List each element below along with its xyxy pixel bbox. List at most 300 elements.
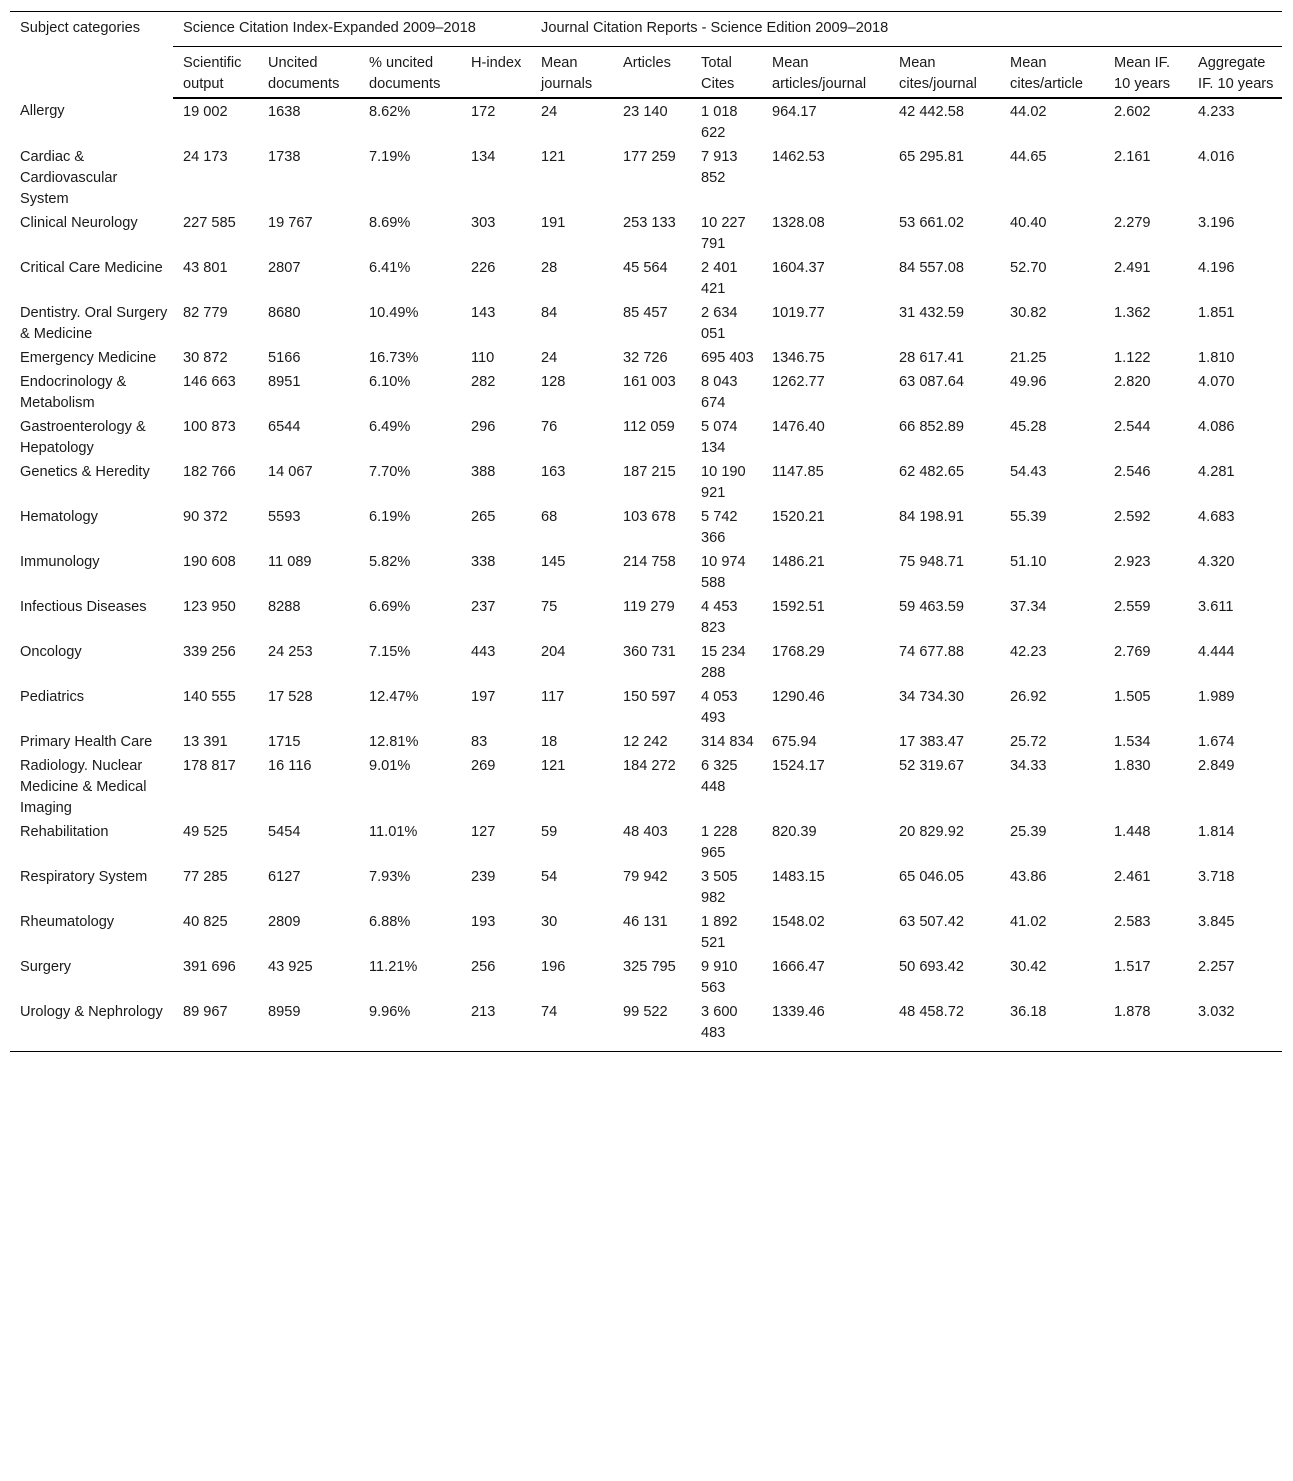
column-header: Total Cites (691, 47, 762, 99)
cell-h-index: 134 (471, 149, 496, 165)
cell-mean-if-10y: 2.602 (1114, 104, 1151, 120)
cell-scientific-output: 182 766 (183, 464, 236, 480)
cell-total-cites: 10 974 588 (701, 554, 746, 591)
cell-subject-category: Immunology (20, 554, 100, 570)
cell-uncited-documents: 5454 (268, 824, 301, 840)
cell-pct-uncited: 6.88% (369, 914, 411, 930)
cell-h-index: 172 (471, 104, 496, 120)
cell-aggregate-if-10y: 1.674 (1198, 734, 1235, 750)
cell-mean-cites-per-journal: 74 677.88 (899, 644, 964, 660)
cell-mean-cites-per-article: 41.02 (1010, 914, 1047, 930)
cell-articles: 325 795 (623, 959, 676, 975)
cell-pct-uncited: 12.47% (369, 689, 419, 705)
cell-articles: 79 942 (623, 869, 668, 885)
cell-scientific-output: 19 002 (183, 104, 228, 120)
cell-mean-cites-per-journal: 84 557.08 (899, 260, 964, 276)
cell-total-cites: 1 228 965 (701, 824, 738, 861)
cell-uncited-documents: 16 116 (268, 758, 312, 774)
cell-mean-articles-per-journal: 1768.29 (772, 644, 825, 660)
table-row (10, 640, 1282, 685)
cell-articles: 32 726 (623, 350, 668, 366)
cell-mean-cites-per-journal: 17 383.47 (899, 734, 964, 750)
cell-total-cites: 10 190 921 (701, 464, 746, 501)
cell-total-cites: 3 600 483 (691, 1000, 762, 1052)
cell-articles: 103 678 (623, 509, 676, 525)
cell-aggregate-if-10y: 4.016 (1198, 149, 1235, 165)
cell-mean-cites-per-journal: 31 432.59 (899, 305, 964, 321)
cell-mean-cites-per-journal: 75 948.71 (899, 554, 964, 570)
cell-scientific-output: 339 256 (183, 644, 236, 660)
column-header: Scientific output (173, 47, 258, 99)
cell-total-cites: 15 234 288 (701, 644, 746, 681)
cell-aggregate-if-10y: 3.196 (1198, 215, 1235, 231)
cell-mean-if-10y: 2.161 (1114, 149, 1151, 165)
cell-uncited-documents: 1738 (268, 149, 301, 165)
cell-mean-cites-per-journal: 62 482.65 (899, 464, 964, 480)
cell-mean-if-10y: 1.505 (1114, 689, 1151, 705)
table-row (10, 505, 1282, 550)
cell-subject-category: Dentistry. Oral Surgery & Medicine (20, 305, 168, 342)
cell-uncited-documents: 5593 (268, 509, 301, 525)
cell-aggregate-if-10y: 4.444 (1198, 644, 1235, 660)
cell-h-index: 226 (471, 260, 496, 276)
cell-subject-category: Allergy (20, 103, 65, 119)
cell-mean-journals: 24 (541, 350, 558, 366)
table-row (10, 98, 1282, 145)
cell-aggregate-if-10y: 2.849 (1198, 758, 1235, 774)
cell-mean-articles-per-journal: 1328.08 (772, 215, 825, 231)
cell-mean-journals: 59 (541, 824, 558, 840)
cell-h-index: 110 (471, 350, 495, 366)
cell-mean-if-10y: 2.583 (1114, 914, 1151, 930)
cell-mean-if-10y: 1.448 (1114, 824, 1151, 840)
cell-pct-uncited: 6.10% (369, 374, 411, 390)
table-row (10, 910, 1282, 955)
cell-total-cites: 6 325 448 (701, 758, 738, 795)
header-row-groups (10, 12, 1282, 47)
cell-subject-category: Endocrinology & Metabolism (20, 374, 127, 411)
cell-total-cites: 2 634 051 (701, 305, 738, 342)
cell-uncited-documents: 1638 (268, 104, 301, 120)
cell-subject-category: Critical Care Medicine (20, 260, 163, 276)
cell-mean-if-10y: 2.461 (1114, 869, 1151, 885)
table-row (10, 685, 1282, 730)
cell-mean-journals: 18 (541, 734, 558, 750)
cell-mean-articles-per-journal: 820.39 (772, 824, 817, 840)
table-container (10, 11, 1282, 1052)
cell-h-index: 296 (471, 419, 496, 435)
cell-total-cites: 5 074 134 (701, 419, 738, 456)
cell-mean-cites-per-article: 44.65 (1010, 149, 1047, 165)
cell-pct-uncited: 11.01% (369, 824, 418, 840)
cell-mean-if-10y: 2.592 (1114, 509, 1151, 525)
cell-mean-journals: 191 (541, 215, 566, 231)
cell-total-cites: 314 834 (701, 734, 754, 750)
cell-articles: 177 259 (623, 149, 676, 165)
table-row (10, 145, 1282, 211)
cell-uncited-documents: 2807 (268, 260, 301, 276)
cell-mean-if-10y: 1.362 (1114, 305, 1151, 321)
cell-aggregate-if-10y: 4.281 (1198, 464, 1235, 480)
cell-scientific-output: 146 663 (183, 374, 236, 390)
cell-pct-uncited: 11.21% (369, 959, 418, 975)
cell-scientific-output: 24 173 (183, 149, 228, 165)
cell-uncited-documents: 8680 (268, 305, 301, 321)
cell-pct-uncited: 6.19% (369, 509, 411, 525)
cell-total-cites: 7 913 852 (701, 149, 738, 186)
table-row (10, 346, 1282, 370)
cell-mean-cites-per-journal: 34 734.30 (899, 689, 964, 705)
cell-mean-if-10y: 1.830 (1114, 758, 1151, 774)
cell-mean-articles-per-journal: 1346.75 (772, 350, 825, 366)
cell-subject-category: Pediatrics (20, 689, 85, 705)
column-header: Mean journals (531, 47, 613, 99)
cell-uncited-documents: 17 528 (268, 689, 313, 705)
cell-mean-articles-per-journal: 675.94 (772, 734, 817, 750)
cell-mean-journals: 84 (541, 305, 558, 321)
cell-mean-cites-per-journal: 65 046.05 (899, 869, 964, 885)
table-row (10, 865, 1282, 910)
table-row (10, 955, 1282, 1000)
cell-uncited-documents: 8288 (268, 599, 301, 615)
cell-aggregate-if-10y: 1.810 (1198, 350, 1235, 366)
cell-articles: 214 758 (623, 554, 676, 570)
cell-mean-cites-per-article: 40.40 (1010, 215, 1047, 231)
cell-articles: 99 522 (613, 1000, 691, 1052)
cell-mean-journals: 28 (541, 260, 558, 276)
cell-mean-journals: 145 (541, 554, 566, 570)
cell-mean-articles-per-journal: 1524.17 (772, 758, 825, 774)
cell-uncited-documents: 8951 (268, 374, 301, 390)
cell-scientific-output: 82 779 (183, 305, 228, 321)
cell-mean-if-10y: 1.122 (1114, 350, 1151, 366)
column-header: H-index (461, 47, 531, 99)
cell-h-index: 127 (471, 824, 496, 840)
cell-articles: 85 457 (623, 305, 668, 321)
cell-pct-uncited: 5.82% (369, 554, 411, 570)
cell-mean-articles-per-journal: 1604.37 (772, 260, 825, 276)
cell-mean-articles-per-journal: 1476.40 (772, 419, 825, 435)
cell-scientific-output: 49 525 (183, 824, 228, 840)
cell-h-index: 338 (471, 554, 496, 570)
cell-scientific-output: 40 825 (183, 914, 228, 930)
cell-aggregate-if-10y: 2.257 (1198, 959, 1235, 975)
cell-mean-cites-per-journal: 63 507.42 (899, 914, 964, 930)
cell-articles: 112 059 (623, 419, 675, 435)
cell-articles: 187 215 (623, 464, 676, 480)
cell-scientific-output: 90 372 (183, 509, 228, 525)
cell-mean-if-10y: 2.820 (1114, 374, 1151, 390)
cell-h-index: 303 (471, 215, 496, 231)
cell-articles: 45 564 (623, 260, 668, 276)
cell-h-index: 193 (471, 914, 496, 930)
cell-scientific-output: 13 391 (183, 734, 228, 750)
header-row-columns (10, 47, 1282, 99)
cell-mean-cites-per-article: 55.39 (1010, 509, 1047, 525)
table-row (10, 1000, 1282, 1052)
cell-mean-cites-per-journal: 42 442.58 (899, 104, 964, 120)
cell-subject-category: Hematology (20, 509, 98, 525)
cell-scientific-output: 123 950 (183, 599, 236, 615)
cell-pct-uncited: 9.96% (359, 1000, 461, 1052)
cell-articles: 184 272 (623, 758, 676, 774)
cell-mean-journals: 117 (541, 689, 565, 705)
cell-mean-cites-per-article: 44.02 (1010, 104, 1047, 120)
cell-h-index: 269 (471, 758, 496, 774)
table-body (10, 98, 1282, 1052)
cell-mean-articles-per-journal: 1462.53 (772, 149, 825, 165)
cell-mean-cites-per-article: 42.23 (1010, 644, 1047, 660)
cell-mean-articles-per-journal: 1019.77 (772, 305, 825, 321)
cell-mean-cites-per-journal: 20 829.92 (899, 824, 964, 840)
cell-mean-cites-per-article: 25.39 (1010, 824, 1047, 840)
cell-pct-uncited: 9.01% (369, 758, 411, 774)
cell-mean-journals: 76 (541, 419, 558, 435)
cell-h-index: 282 (471, 374, 496, 390)
cell-uncited-documents: 11 089 (268, 554, 312, 570)
cell-h-index: 237 (471, 599, 496, 615)
cell-total-cites: 4 453 823 (701, 599, 738, 636)
cell-aggregate-if-10y: 1.814 (1198, 824, 1235, 840)
table-row (10, 211, 1282, 256)
table-row (10, 301, 1282, 346)
cell-mean-if-10y: 2.923 (1114, 554, 1151, 570)
cell-aggregate-if-10y: 1.851 (1198, 305, 1235, 321)
cell-articles: 23 140 (623, 104, 668, 120)
cell-mean-journals: 30 (541, 914, 558, 930)
cell-mean-journals: 75 (541, 599, 558, 615)
cell-aggregate-if-10y: 1.989 (1198, 689, 1235, 705)
cell-h-index: 143 (471, 305, 496, 321)
column-header: Mean articles/journal (762, 47, 889, 99)
cell-mean-articles-per-journal: 1483.15 (772, 869, 825, 885)
cell-mean-articles-per-journal: 1339.46 (762, 1000, 889, 1052)
cell-mean-cites-per-article: 54.43 (1010, 464, 1047, 480)
cell-h-index: 213 (461, 1000, 531, 1052)
cell-mean-cites-per-journal: 50 693.42 (899, 959, 964, 975)
cell-mean-journals: 54 (541, 869, 558, 885)
cell-subject-category: Infectious Diseases (20, 599, 147, 615)
cell-total-cites: 3 505 982 (701, 869, 738, 906)
column-header: % uncited documents (359, 47, 461, 99)
cell-mean-articles-per-journal: 1666.47 (772, 959, 825, 975)
cell-mean-cites-per-journal: 52 319.67 (899, 758, 964, 774)
cell-total-cites: 9 910 563 (701, 959, 738, 996)
citation-table (10, 11, 1282, 1052)
cell-pct-uncited: 12.81% (369, 734, 419, 750)
header-group-jcr: Journal Citation Reports - Science Edition 2009–2018 (531, 12, 1282, 47)
cell-scientific-output: 190 608 (183, 554, 236, 570)
column-header: Articles (613, 47, 691, 99)
cell-subject-category: Rehabilitation (20, 824, 109, 840)
cell-mean-cites-per-journal: 65 295.81 (899, 149, 964, 165)
cell-total-cites: 695 403 (701, 350, 754, 366)
cell-aggregate-if-10y: 4.683 (1198, 509, 1235, 525)
cell-scientific-output: 43 801 (183, 260, 228, 276)
cell-mean-cites-per-journal: 28 617.41 (899, 350, 964, 366)
cell-mean-articles-per-journal: 1290.46 (772, 689, 825, 705)
cell-uncited-documents: 8959 (258, 1000, 359, 1052)
column-header: Aggregate IF. 10 years (1188, 47, 1282, 99)
cell-aggregate-if-10y: 3.845 (1198, 914, 1235, 930)
cell-mean-cites-per-article: 21.25 (1010, 350, 1047, 366)
cell-mean-cites-per-article: 36.18 (1000, 1000, 1104, 1052)
cell-mean-articles-per-journal: 1262.77 (772, 374, 825, 390)
cell-mean-cites-per-article: 45.28 (1010, 419, 1047, 435)
table-row (10, 595, 1282, 640)
cell-articles: 46 131 (623, 914, 668, 930)
cell-uncited-documents: 19 767 (268, 215, 313, 231)
cell-pct-uncited: 10.49% (369, 305, 419, 321)
cell-mean-articles-per-journal: 1592.51 (772, 599, 825, 615)
column-header: Mean IF. 10 years (1104, 47, 1188, 99)
cell-scientific-output: 140 555 (183, 689, 236, 705)
cell-aggregate-if-10y: 3.718 (1198, 869, 1235, 885)
table-head (10, 12, 1282, 99)
cell-subject-category: Primary Health Care (20, 734, 153, 750)
cell-uncited-documents: 2809 (268, 914, 301, 930)
cell-mean-cites-per-article: 34.33 (1010, 758, 1047, 774)
cell-total-cites: 1 018 622 (701, 104, 738, 141)
cell-mean-cites-per-article: 26.92 (1010, 689, 1047, 705)
cell-pct-uncited: 7.15% (369, 644, 411, 660)
cell-mean-journals: 121 (541, 149, 566, 165)
cell-mean-articles-per-journal: 1548.02 (772, 914, 825, 930)
cell-mean-journals: 128 (541, 374, 566, 390)
cell-articles: 360 731 (623, 644, 676, 660)
table-row (10, 460, 1282, 505)
cell-mean-journals: 74 (531, 1000, 613, 1052)
cell-mean-if-10y: 2.544 (1114, 419, 1151, 435)
cell-mean-cites-per-journal: 53 661.02 (899, 215, 964, 231)
table-row (10, 415, 1282, 460)
cell-aggregate-if-10y: 4.320 (1198, 554, 1235, 570)
cell-mean-journals: 68 (541, 509, 558, 525)
column-header: Uncited documents (258, 47, 359, 99)
cell-uncited-documents: 43 925 (268, 959, 313, 975)
cell-uncited-documents: 24 253 (268, 644, 313, 660)
cell-mean-cites-per-journal: 84 198.91 (899, 509, 964, 525)
cell-scientific-output: 100 873 (183, 419, 236, 435)
cell-uncited-documents: 5166 (268, 350, 301, 366)
cell-scientific-output: 30 872 (183, 350, 228, 366)
cell-subject-category: Surgery (20, 959, 72, 975)
cell-h-index: 239 (471, 869, 496, 885)
cell-mean-if-10y: 1.517 (1114, 959, 1151, 975)
cell-subject-category: Genetics & Heredity (20, 464, 150, 480)
cell-subject-category: Oncology (20, 644, 82, 660)
cell-aggregate-if-10y: 4.196 (1198, 260, 1235, 276)
cell-pct-uncited: 7.93% (369, 869, 411, 885)
cell-total-cites: 8 043 674 (701, 374, 738, 411)
column-header: Mean cites/journal (889, 47, 1000, 99)
cell-subject-category: Cardiac & Cardiovascular System (20, 149, 118, 207)
cell-mean-journals: 24 (541, 104, 558, 120)
table-row (10, 754, 1282, 820)
cell-mean-journals: 121 (541, 758, 566, 774)
cell-mean-cites-per-article: 43.86 (1010, 869, 1047, 885)
cell-mean-if-10y: 1.878 (1104, 1000, 1188, 1052)
cell-scientific-output: 391 696 (183, 959, 236, 975)
cell-subject-category: Emergency Medicine (20, 350, 157, 366)
cell-subject-category: Radiology. Nuclear Medicine & Medical Imaging (20, 758, 147, 816)
cell-pct-uncited: 7.19% (369, 149, 411, 165)
cell-pct-uncited: 6.49% (369, 419, 411, 435)
cell-subject-category: Urology & Nephrology (10, 1000, 173, 1052)
cell-mean-journals: 204 (541, 644, 566, 660)
cell-mean-cites-per-article: 30.42 (1010, 959, 1047, 975)
cell-articles: 150 597 (623, 689, 676, 705)
cell-articles: 12 242 (623, 734, 668, 750)
cell-total-cites: 2 401 421 (701, 260, 738, 297)
cell-mean-articles-per-journal: 1520.21 (772, 509, 825, 525)
cell-mean-if-10y: 2.769 (1114, 644, 1151, 660)
cell-total-cites: 5 742 366 (701, 509, 738, 546)
cell-total-cites: 4 053 493 (701, 689, 738, 726)
cell-h-index: 265 (471, 509, 496, 525)
cell-scientific-output: 178 817 (183, 758, 236, 774)
cell-scientific-output: 77 285 (183, 869, 228, 885)
cell-mean-cites-per-article: 30.82 (1010, 305, 1047, 321)
cell-mean-cites-per-journal: 63 087.64 (899, 374, 964, 390)
cell-subject-category: Clinical Neurology (20, 215, 138, 231)
cell-pct-uncited: 8.69% (369, 215, 411, 231)
cell-mean-journals: 163 (541, 464, 566, 480)
cell-mean-cites-per-article: 51.10 (1010, 554, 1047, 570)
cell-uncited-documents: 14 067 (268, 464, 313, 480)
table-row (10, 820, 1282, 865)
cell-mean-if-10y: 2.546 (1114, 464, 1151, 480)
cell-uncited-documents: 6544 (268, 419, 301, 435)
cell-h-index: 197 (471, 689, 496, 705)
cell-mean-journals: 196 (541, 959, 566, 975)
cell-aggregate-if-10y: 4.086 (1198, 419, 1235, 435)
header-group-sci: Science Citation Index-Expanded 2009–2018 (173, 12, 531, 47)
cell-articles: 161 003 (623, 374, 676, 390)
cell-mean-cites-per-journal: 59 463.59 (899, 599, 964, 615)
table-row (10, 256, 1282, 301)
cell-subject-category: Gastroenterology & Hepatology (20, 419, 146, 456)
cell-mean-articles-per-journal: 1147.85 (772, 464, 824, 480)
cell-mean-if-10y: 1.534 (1114, 734, 1151, 750)
table-row (10, 370, 1282, 415)
cell-pct-uncited: 16.73% (369, 350, 419, 366)
cell-mean-cites-per-journal: 48 458.72 (889, 1000, 1000, 1052)
cell-pct-uncited: 6.41% (369, 260, 411, 276)
cell-aggregate-if-10y: 3.032 (1188, 1000, 1282, 1052)
cell-h-index: 388 (471, 464, 496, 480)
cell-aggregate-if-10y: 4.070 (1198, 374, 1235, 390)
cell-mean-cites-per-article: 25.72 (1010, 734, 1047, 750)
cell-pct-uncited: 8.62% (369, 104, 411, 120)
cell-h-index: 83 (471, 734, 488, 750)
cell-scientific-output: 227 585 (183, 215, 236, 231)
cell-total-cites: 1 892 521 (701, 914, 738, 951)
cell-articles: 119 279 (623, 599, 675, 615)
cell-scientific-output: 89 967 (173, 1000, 258, 1052)
table-row (10, 730, 1282, 754)
column-header: Mean cites/article (1000, 47, 1104, 99)
cell-mean-if-10y: 2.559 (1114, 599, 1151, 615)
cell-mean-cites-per-journal: 66 852.89 (899, 419, 964, 435)
cell-mean-cites-per-article: 49.96 (1010, 374, 1047, 390)
cell-uncited-documents: 1715 (268, 734, 301, 750)
cell-articles: 48 403 (623, 824, 668, 840)
table-row (10, 550, 1282, 595)
cell-mean-articles-per-journal: 964.17 (772, 104, 817, 120)
cell-uncited-documents: 6127 (268, 869, 301, 885)
cell-pct-uncited: 7.70% (369, 464, 411, 480)
